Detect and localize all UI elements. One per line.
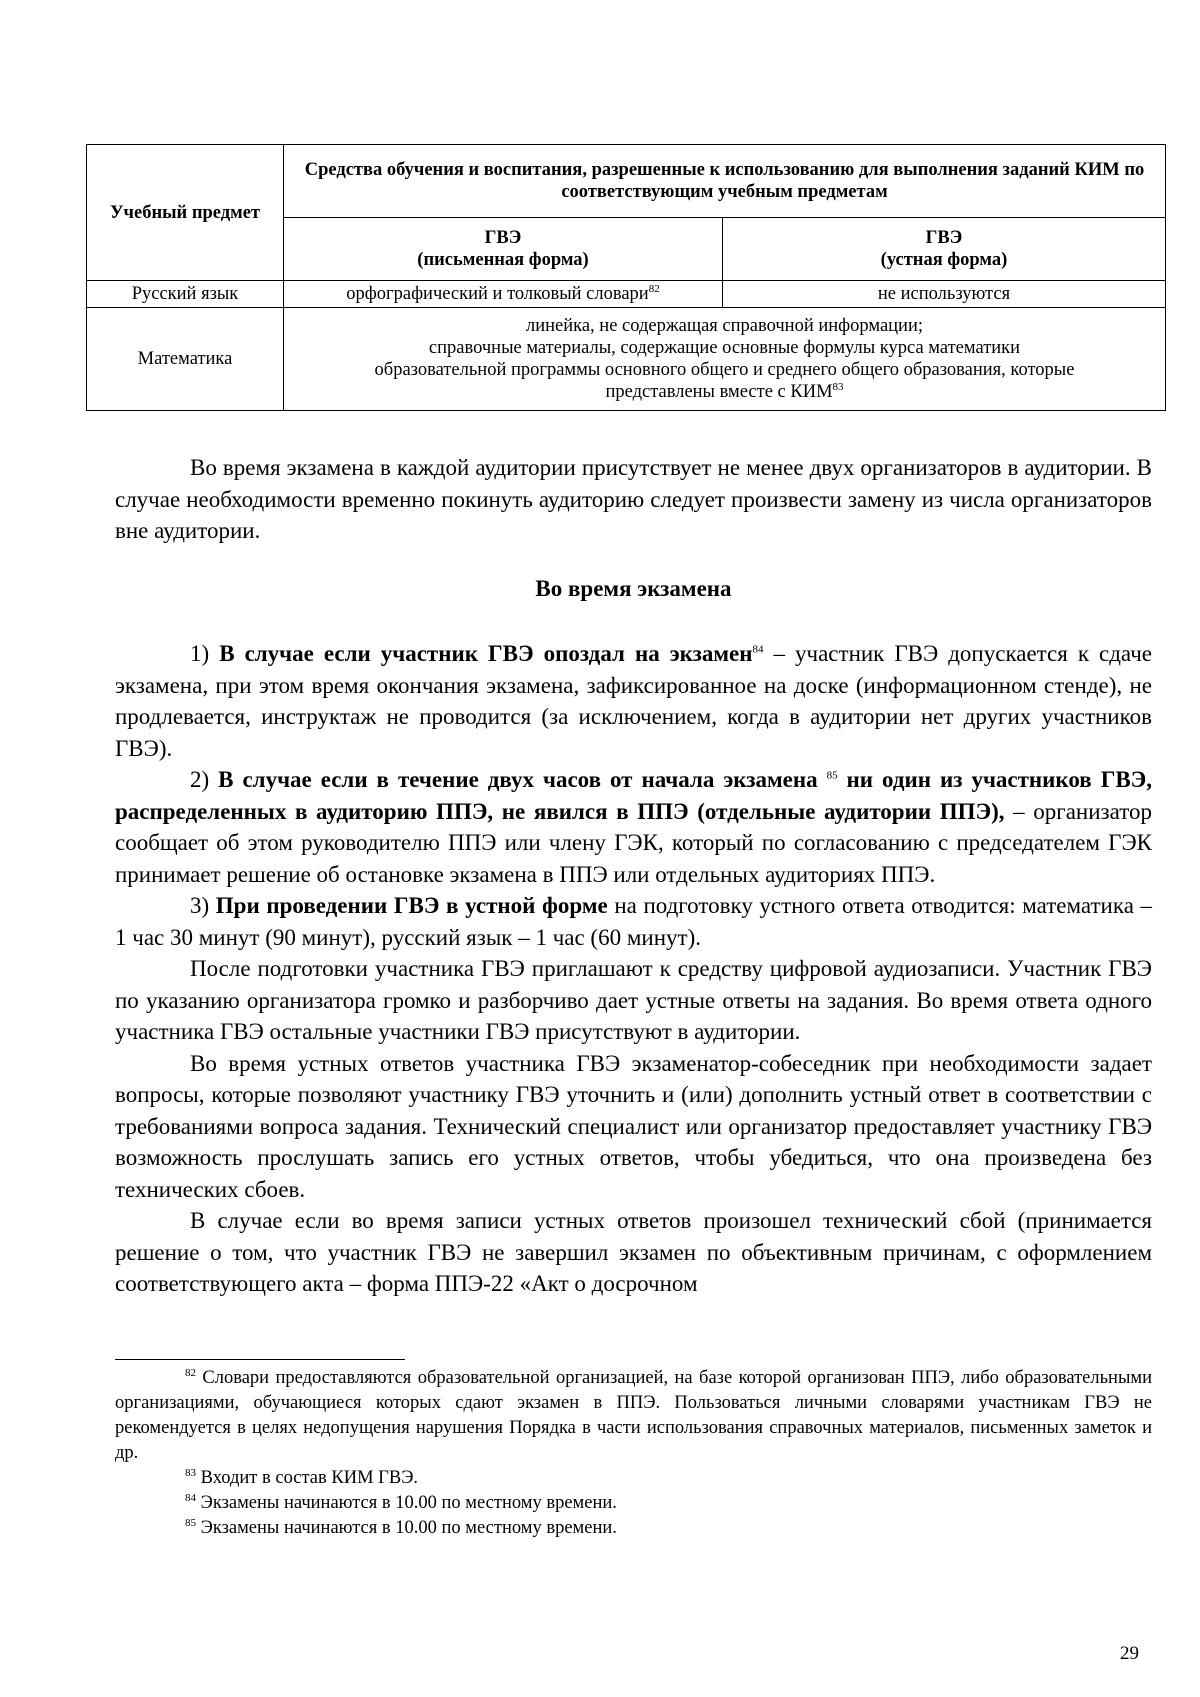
footnote-text: Словари предоставляются образовательной организацией, на базе которой организован ППЭ, либо образовательными организациями, обучающиеся которых сдают экзамен в ППЭ. Пользоваться личными словарями участникам ГВЭ не рекомендуется в целях недопущения нарушения Порядка в части использования справочных материалов, письменных заметок и др. — [115, 1368, 1152, 1463]
footnote-text: Экзамены начинаются в 10.00 по местному времени. — [196, 1493, 617, 1513]
header-subject: Учебный предмет — [87, 145, 284, 281]
footnote-divider — [115, 1359, 405, 1360]
header-oral-title: ГВЭ — [925, 228, 963, 248]
table-row — [87, 308, 1166, 411]
item-text: – организатор сообщает об этом руководителю ППЭ или члену ГЭК, который по согласованию с председателем ГЭК принимает решение об остановке экзамена в ППЭ или отдельных аудиториях ППЭ. — [115, 798, 1152, 887]
footnote — [115, 1366, 1152, 1466]
intro-text: Во время экзамена в каждой аудитории присутствует не менее двух организаторов в аудитории. В случае необходимости временно покинуть аудиторию следует произвести замену из числа организаторов вне аудитории. — [115, 455, 1152, 543]
footnotes — [115, 1366, 1152, 1541]
means-line — [288, 381, 1161, 403]
footnote-text: Входит в состав КИМ ГВЭ. — [196, 1468, 419, 1488]
footnote-ref: 82 — [648, 282, 660, 295]
footnote — [115, 1491, 1152, 1516]
means-line: справочные материалы, содержащие основные формулы курса математики — [428, 338, 1021, 358]
header-written — [284, 218, 723, 281]
footnote-ref: 83 — [832, 380, 844, 393]
table-row — [87, 281, 1166, 308]
item-text: на подготовку устного ответа отводится: математика – 1 час 30 минут (90 минут), русский язык – 1 час (60 минут). — [115, 893, 1153, 950]
means-table — [86, 144, 1166, 411]
footnote-number: 82 — [185, 1366, 196, 1379]
cell-subject: Русский язык — [87, 281, 284, 308]
paragraph: Во время устных ответов участника ГВЭ экзаменатор-собеседник при необходимости задает вопросы, которые позволяют участнику ГВЭ уточнить и (или) дополнить устный ответ в соответствии с требованиями вопроса задания. Технический специалист или организатор предоставляет участнику ГВЭ возможность прослушать запись его устных ответов, чтобы убедиться, что она произведена без технических сбоев. — [115, 1050, 1152, 1202]
paragraph: В случае если во время записи устных ответов произошел технический сбой (принимается решение о том, что участник ГВЭ не завершил экзамен по объективным причинам, с оформлением соответствующего акта – форма ППЭ-22 «Акт о досрочном — [115, 1208, 1152, 1296]
item-text: – участник ГВЭ допускается к сдаче экзамена, при этом время окончания экзамена, зафиксированное на доске (информационном стенде), не продлевается, инструктаж не проводится (за исключением, когда в аудитории нет других участников ГВЭ). — [115, 641, 1152, 761]
footnote-number: 83 — [185, 1466, 196, 1479]
cell-written — [284, 281, 723, 308]
footnote — [115, 1516, 1152, 1541]
header-written-title: ГВЭ — [484, 228, 522, 248]
cell-means — [284, 308, 1166, 411]
header-oral — [723, 218, 1166, 281]
item-number: 1) — [190, 641, 210, 666]
footnote-text: Экзамены начинаются в 10.00 по местному времени. — [196, 1518, 617, 1538]
item-bold: При проведении ГВЭ в устной форме — [215, 893, 608, 918]
footnote-number: 84 — [185, 1491, 196, 1504]
means-line: образовательной программы основного общего и среднего общего образования, которые — [374, 360, 1075, 380]
means-line: линейка, не содержащая справочной информации; — [525, 316, 923, 336]
cell-oral: не используются — [723, 281, 1166, 308]
cell-subject: Математика — [87, 308, 284, 411]
item-number: 3) — [190, 893, 210, 918]
main-text — [115, 638, 1152, 1300]
item-bold: ни один из участников ГВЭ, распределенных в аудиторию ППЭ, не явился в ППЭ (отдельные аудитории ППЭ), — [115, 767, 1153, 824]
page-number: 29 — [1120, 1643, 1139, 1664]
header-oral-form: (устная форма) — [880, 250, 1008, 270]
means-line-text: представлены вместе с КИМ — [605, 382, 833, 402]
header-means: Средства обучения и воспитания, разрешенные к использованию для выполнения заданий КИМ по соответствующим учебным предметам — [284, 145, 1166, 218]
paragraph: После подготовки участника ГВЭ приглашают к средству цифровой аудиозаписи. Участник ГВЭ по указанию организатора громко и разборчиво дает устные ответы на задания. Во время ответа одного участника ГВЭ остальные участники ГВЭ присутствуют в аудитории. — [115, 956, 1152, 1044]
list-item — [115, 890, 1152, 953]
item-bold: В случае если в течение двух часов от начала экзамена — [218, 767, 827, 792]
cell-written-text: орфографический и толковый словари — [346, 284, 649, 304]
footnote-ref: 84 — [752, 643, 764, 656]
footnote-ref: 85 — [826, 769, 838, 782]
list-item — [115, 638, 1152, 764]
footnote-number: 85 — [185, 1516, 196, 1529]
intro-paragraph — [115, 452, 1152, 547]
item-bold: В случае если участник ГВЭ опоздал на экзамен — [219, 641, 753, 666]
list-item — [115, 764, 1152, 890]
footnote — [115, 1466, 1152, 1491]
item-number: 2) — [190, 767, 210, 792]
header-written-form: (письменная форма) — [417, 250, 589, 270]
section-title: Во время экзамена — [535, 576, 732, 601]
